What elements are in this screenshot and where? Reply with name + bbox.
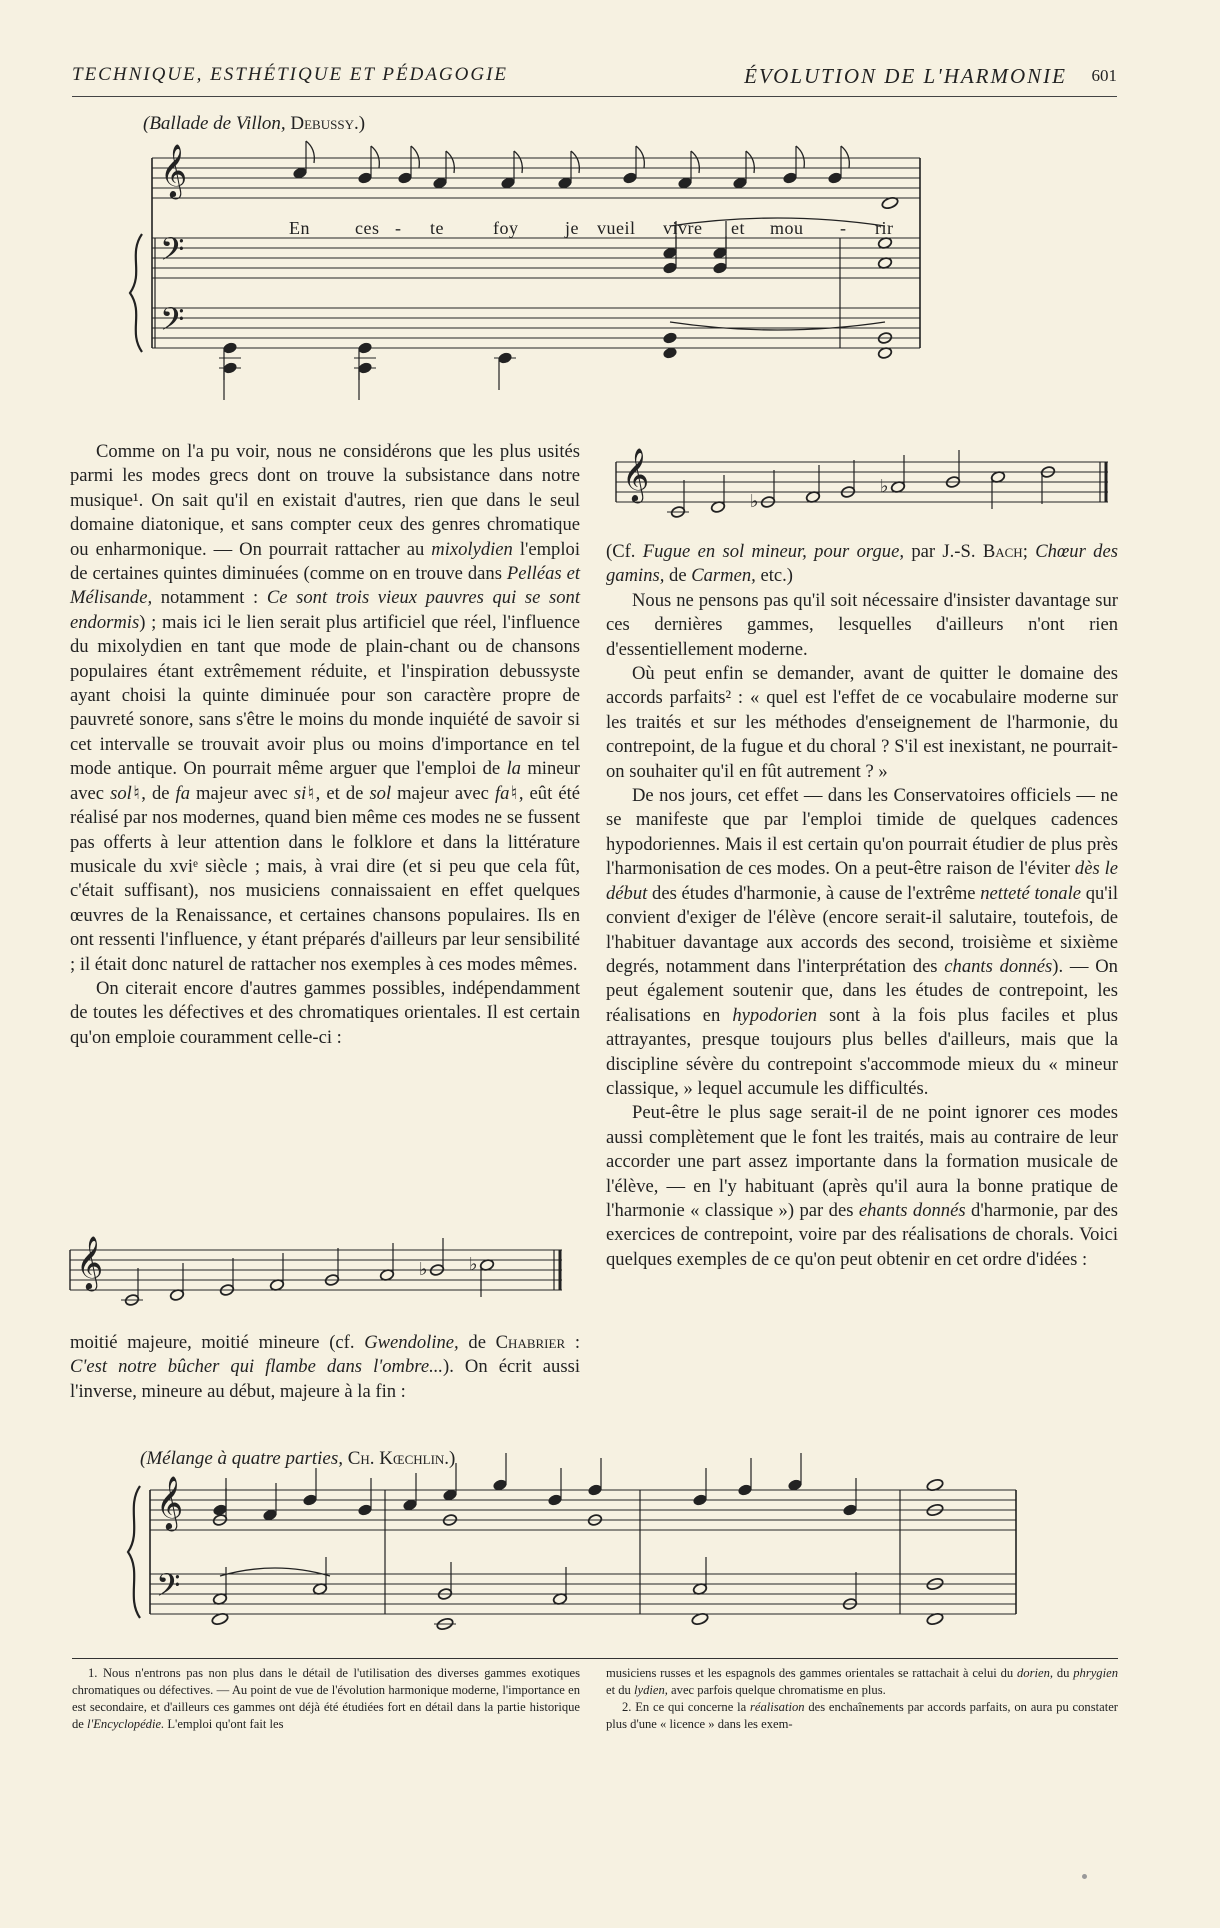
lyric-syllable: vueil xyxy=(597,218,636,238)
notehead xyxy=(302,1493,317,1506)
notehead xyxy=(662,261,677,274)
notehead xyxy=(357,171,372,184)
lyric-syllable: - xyxy=(395,218,402,238)
notehead xyxy=(222,341,237,354)
note-flag xyxy=(571,151,579,173)
left-paragraph-2: On citerait encore d'autres gammes possibles, indépendamment de toutes les défectives et des chromatiques orientales. Il est certain qu'on emploie couramment celle-ci : xyxy=(70,977,580,1048)
example1-composer: Debussy.) xyxy=(290,113,366,134)
lyric-syllable: En xyxy=(289,218,310,238)
lyric-syllable: je xyxy=(565,218,579,238)
notehead xyxy=(547,1493,562,1506)
notehead xyxy=(662,331,677,344)
treble-clef: 𝄞 xyxy=(76,1235,104,1289)
lyric-syllable: mou xyxy=(770,218,804,238)
right-column xyxy=(606,540,1118,1272)
footnote-2: 2. En ce qui concerne la réalisation des enchaînements par accords parfaits, on aura pu constater plus d'une « licence » dans les exem- xyxy=(606,1700,1119,1731)
notehead xyxy=(737,1483,752,1496)
left-column-continued xyxy=(70,1331,580,1404)
running-header xyxy=(72,62,1117,97)
slur xyxy=(220,1568,330,1576)
left-column xyxy=(70,440,580,1050)
bass-clef: 𝄢 xyxy=(160,231,185,275)
left-paragraph-3: moitié majeure, moitié mineure (cf. Gwendoline, de Chabrier : C'est notre bûcher qui flambe dans l'ombre...). On écrit aussi l'inverse, mineure au début, majeure à la fin : xyxy=(70,1332,580,1402)
notehead xyxy=(622,171,637,184)
right-paragraph-4: De nos jours, cet effet — dans les Conservatoires officiels — ne se manifeste que par l'emploi timide de quelques cadences hypodoriennes. Mais il est certain qu'on pourrait étudier de plus près l'harmonisation de ces modes. On a peut-être raison de l'éviter dès le début des études d'harmonie, à cause de l'extrême netteté tonale qu'il convient d'exiger de l'élève (encore serait-il salutaire, toutefois, de l'habituer davantage aux accords des second, troisième et sixième degrés, notamment dans l'interprétation des chants donnés). — On peut également soutenir que, dans les études de contrepoint, les réalisations en hypodorien sont à la fois plus faciles et plus attrayantes, presque toujours plus belles d'ailleurs, mais que la discipline sévère du contrepoint s'accommode mieux du « mineur classique, » lequel accumule les difficultés. xyxy=(606,785,1118,1099)
slur xyxy=(670,322,885,330)
left-paragraph-1: Comme on l'a pu voir, nous ne considérons que les plus usités parmi les modes grecs dont on trouve la subsistance dans notre musique¹. On sait qu'il en existait d'autres, rien que dans le seul domaine diatonique, et sans compter ceux des genres chromatique ou enharmonique. — On pourrait rattacher au mixolydien l'emploi de certaines quintes diminuées (comme on en trouve dans Pelléas et Mélisande, notamment : Ce sont trois vieux pauvres qui se sont endormis) ; mais ici le lien serait plus artificiel que réel, l'influence du mixolydien en tant que mode de plain-chant ou de chansons populaires étant extrêmement réduite, et l'inspiration debussyste ayant choisi la quinte diminuée pour son caractère propre de pauvreté sonore, sans s'être le moins du monde inquiété de savoir si cet intervalle se trouvait avoir plus ou moins d'importance en tel mode antique. On pourrait même arguer que l'emploi de la mineur avec sol♮, de fa majeur avec si♮, et de sol majeur avec fa♮, eût été réalisé par nos modernes, quand bien même ces modes ne se fussent pas offerts à leur attention dans le folklore et dans la littérature musicale du xviᵉ siècle ; mais, à vrai dire (et si peu que cela fût, c'était suffisant), nos musiciens connaissaient en effet quelques œuvres de la Renaissance, et certaines chansons populaires. Ils en ont ressenti l'influence, y étant préparés d'ailleurs par leur sensibilité ; il était donc naturel de rattacher nos exemples à ces modes mêmes. xyxy=(70,441,580,975)
notehead xyxy=(497,351,512,364)
note-flag xyxy=(691,151,699,173)
lyric-syllable: vivre xyxy=(663,218,703,238)
notehead xyxy=(357,361,372,374)
lyric-syllable: ces xyxy=(355,218,380,238)
flat-sign: ♭ xyxy=(419,1259,428,1280)
notehead xyxy=(782,171,797,184)
notehead xyxy=(222,361,237,374)
lyric-syllable: te xyxy=(430,218,444,238)
right-paragraph-2: Nous ne pensons pas qu'il soit nécessaire d'insister davantage sur ces dernières gammes, lesquelles d'ailleurs n'ont rien d'essentiellement moderne. xyxy=(606,589,1118,660)
note-flag xyxy=(411,146,419,168)
notehead xyxy=(827,171,842,184)
notehead xyxy=(692,1493,707,1506)
header-right-title: ÉVOLUTION DE L'HARMONIE xyxy=(744,64,1067,88)
right-paragraph-3: Où peut enfin se demander, avant de quitter le domaine des accords parfaits² : « quel est l'effet de ce vocabulaire moderne sur les traités et sur les méthodes d'enseignement de l'harmonie, du contrepoint, de la fugue et du choral ? S'il est inexistant, ne pourrait-on souhaiter qu'il en fût autrement ? » xyxy=(606,663,1118,782)
footnote-1-continued: musiciens russes et les espagnols des gammes orientales se rattachait à celui du dorien, du phrygien et du lydien, avec parfois quelque chromatisme en plus. xyxy=(606,1666,1118,1697)
example2-score xyxy=(0,1460,1220,1660)
page-number: 601 xyxy=(1091,66,1117,85)
brace xyxy=(128,1486,140,1618)
treble-clef: 𝄞 xyxy=(622,447,650,501)
treble-clef: 𝄞 xyxy=(156,1475,184,1529)
flat-sign: ♭ xyxy=(750,491,759,512)
scale-example-major-minor xyxy=(62,1228,592,1318)
lyric-syllable: - xyxy=(840,218,847,238)
header-left-title: TECHNIQUE, ESTHÉTIQUE ET PÉDAGOGIE xyxy=(72,64,509,85)
note-flag xyxy=(796,146,804,168)
notehead xyxy=(397,171,412,184)
example2-title: (Mélange à quatre parties, xyxy=(140,1448,343,1469)
flat-sign: ♭ xyxy=(880,476,889,497)
scale-example-minor-major xyxy=(608,440,1118,530)
example1-score xyxy=(0,130,1220,430)
notehead xyxy=(712,261,727,274)
notehead xyxy=(357,341,372,354)
note-flag xyxy=(446,151,454,173)
note-flag xyxy=(514,151,522,173)
bass-clef: 𝄢 xyxy=(160,301,185,345)
lyric-syllable: foy xyxy=(493,218,519,238)
note-flag xyxy=(306,141,314,163)
footnote-rule xyxy=(72,1658,1118,1659)
footnotes-right xyxy=(606,1665,1118,1733)
note-flag xyxy=(371,146,379,168)
page-speck xyxy=(1082,1874,1087,1879)
notehead xyxy=(212,1503,227,1516)
brace xyxy=(130,234,142,352)
right-paragraph-1: (Cf. Fugue en sol mineur, pour orgue, par J.-S. Bach; Chœur des gamins, de Carmen, etc.) xyxy=(606,541,1118,587)
example1-title: (Ballade de Villon, xyxy=(143,113,286,134)
lyric-syllable: et xyxy=(731,218,745,238)
treble-clef: 𝄞 xyxy=(160,143,188,197)
example2-composer: Ch. Kœchlin.) xyxy=(347,1448,456,1469)
note-flag xyxy=(636,146,644,168)
right-paragraph-5: Peut-être le plus sage serait-il de ne point ignorer ces modes aussi complètement que le font les traités, mais au contraire de leur accorder une part assez importante dans la formation musicale de l'élève, — en l'y habituant (après qu'il aura la bonne pratique de l'harmonie « classique ») par des ehants donnés d'harmonie, par des exercices de contrepoint, voire par des réalisations de chorals. Voici quelques exemples de ce qu'on peut obtenir en cet ordre d'idées : xyxy=(606,1102,1119,1270)
notehead xyxy=(587,1483,602,1496)
notehead xyxy=(357,1503,372,1516)
footnote-1: 1. Nous n'entrons pas non plus dans le détail de l'utilisation des diverses gammes exotiques chromatiques ou défectives. — Au point de vue de l'évolution harmonique moderne, l'importance en est secondaire, et d'ailleurs ces gammes ont déjà été étudiées fort en détail dans la partie historique de l'Encyclopédie. L'emploi qu'ont fait les xyxy=(72,1666,580,1731)
flat-sign: ♭ xyxy=(469,1254,478,1275)
note-flag xyxy=(841,146,849,168)
note-flag xyxy=(746,151,754,173)
bass-clef: 𝄢 xyxy=(156,1567,181,1611)
lyric-syllable: rir xyxy=(875,218,894,238)
notehead xyxy=(842,1503,857,1516)
